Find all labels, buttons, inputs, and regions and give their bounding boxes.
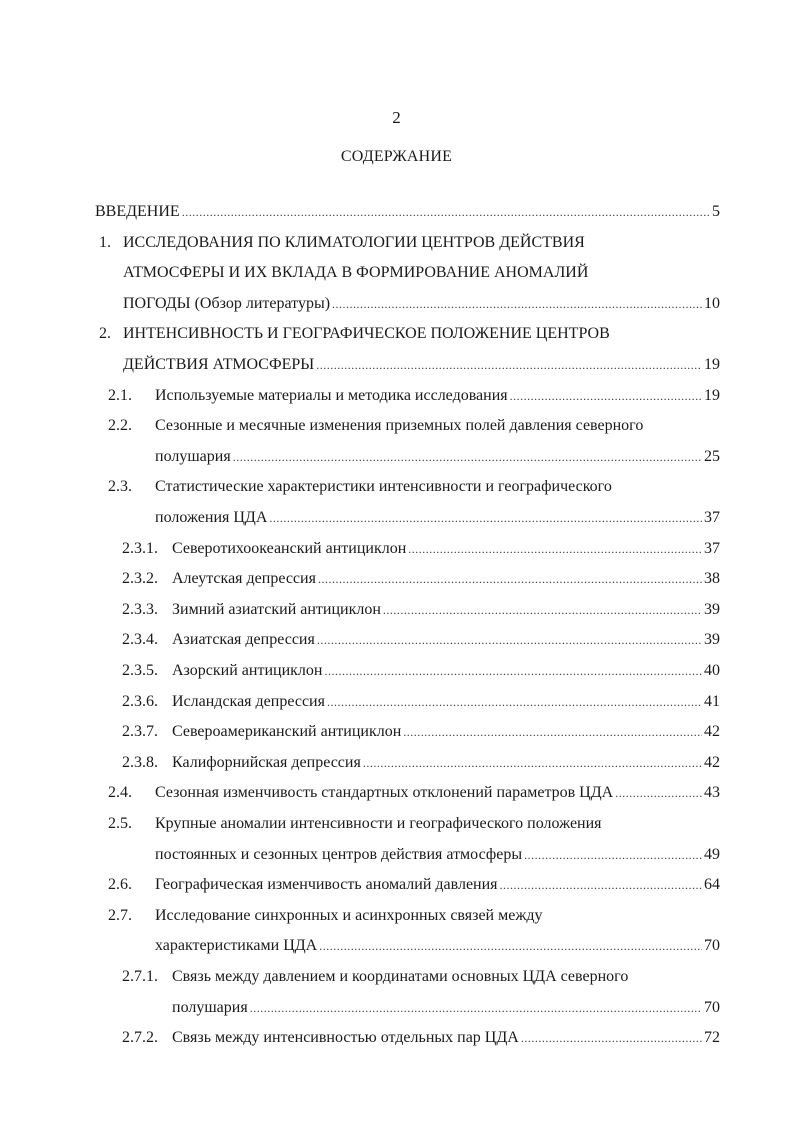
toc-entry-title: Алеутская депрессия: [172, 570, 316, 588]
toc-entry: [122, 628, 720, 652]
toc-entry-title: Крупные аномалии интенсивности и географического положения: [155, 815, 602, 832]
toc-title: СОДЕРЖАНИЕ: [340, 148, 453, 165]
toc-entry-page: 40: [704, 662, 720, 679]
toc-entry-number: 2.7.: [108, 906, 132, 924]
toc-entry-number: 2.3.7.: [122, 723, 158, 741]
toc-entry-title: постоянных и сезонных центров действия атмосферы: [155, 845, 523, 863]
toc-entry-page: 39: [704, 600, 720, 618]
toc-entry-page: 64: [704, 876, 720, 894]
dot-leader: [408, 537, 702, 561]
toc-entry-title: Исландская депрессия: [172, 692, 325, 710]
toc-entry: [122, 690, 720, 714]
dot-leader: [363, 751, 702, 775]
toc-entry: [123, 292, 720, 316]
toc-entry: [95, 200, 720, 224]
toc-entry: [172, 996, 720, 1020]
toc-entry-page: 42: [704, 723, 720, 741]
toc-entry-page: 10: [704, 294, 720, 312]
dot-leader: [316, 353, 702, 377]
toc-entry-number: 2.5.: [108, 815, 132, 832]
toc-entry-page: 39: [704, 631, 720, 649]
toc-entry-continuation: [122, 965, 629, 989]
toc-entry-page: 37: [704, 539, 720, 557]
toc-entry-title: ИНТЕНСИВНОСТЬ И ГЕОГРАФИЧЕСКОЕ ПОЛОЖЕНИЕ ЦЕНТРОВ: [123, 325, 610, 343]
toc-entry-page: 70: [704, 998, 720, 1016]
dot-leader: [318, 567, 702, 591]
toc-entry-number: 2.: [99, 325, 111, 343]
toc-entry: [122, 1026, 720, 1050]
toc-entry-continuation: [108, 414, 644, 438]
toc-entry: [155, 445, 720, 469]
toc-entry-number: 2.7.1.: [122, 968, 158, 985]
dot-leader: [332, 292, 702, 316]
toc-entry-title: Азиатская депрессия: [172, 631, 315, 649]
dot-leader: [269, 506, 702, 530]
toc-entry-title: Связь между давлением и координатами основных ЦДА северного: [172, 968, 629, 985]
toc-entry-title: Сезонные и месячные изменения приземных полей давления северного: [155, 417, 644, 435]
dot-leader: [182, 200, 710, 224]
dot-leader: [250, 996, 702, 1020]
toc-entry-number: 2.2.: [108, 417, 132, 435]
toc-entry-title: АТМОСФЕРЫ И ИХ ВКЛАДА В ФОРМИРОВАНИЕ АНОМАЛИЙ: [123, 264, 589, 282]
toc-entry-continuation: [108, 475, 612, 499]
toc-entry-title: Североамериканский антициклон: [172, 723, 402, 741]
dot-leader: [319, 934, 702, 958]
toc-entry-title: Азорский антициклон: [172, 662, 323, 679]
toc-entry-title: Статистические характеристики интенсивности и географического: [155, 478, 612, 496]
toc-entry-number: 2.3.: [108, 478, 132, 496]
toc-entry-number: 2.3.6.: [122, 692, 158, 710]
toc-entry-title: Используемые материалы и методика исследования: [155, 386, 508, 404]
toc-entry: [122, 537, 720, 561]
toc-entry: [108, 781, 720, 805]
toc-entry-title: положения ЦДА: [155, 509, 268, 526]
toc-entry: [108, 384, 720, 408]
toc-entry: [122, 567, 720, 591]
toc-entry-page: 19: [704, 356, 720, 373]
toc-entry-title: Калифорнийская депрессия: [172, 753, 361, 771]
toc-entry-page: 41: [704, 692, 720, 710]
toc-entry-title: ВВЕДЕНИЕ: [95, 203, 180, 220]
toc-entry-page: 38: [704, 570, 720, 588]
toc-entry-number: 2.3.8.: [122, 753, 158, 771]
toc-entry-number: 2.1.: [108, 386, 132, 404]
toc-entry-page: 49: [704, 845, 720, 863]
toc-entry-page: 70: [704, 937, 720, 955]
toc-entry-title: Сезонная изменчивость стандартных отклонений параметров ЦДА: [155, 784, 614, 802]
toc-entry: [122, 659, 720, 683]
toc-entry-title: ПОГОДЫ (Обзор литературы): [123, 294, 331, 312]
toc-entry-number: 2.3.3.: [122, 600, 158, 618]
dot-leader: [327, 690, 702, 714]
toc-entry-continuation: [123, 261, 588, 285]
toc-entry-number: 2.3.1.: [122, 539, 158, 557]
toc-entry-title: ДЕЙСТВИЯ АТМОСФЕРЫ: [123, 356, 315, 373]
dot-leader: [615, 781, 702, 805]
toc-entry: [122, 720, 720, 744]
page-number: 2: [392, 108, 401, 127]
toc-entry-number: 1.: [99, 233, 111, 251]
toc-entry-title: ИССЛЕДОВАНИЯ ПО КЛИМАТОЛОГИИ ЦЕНТРОВ ДЕЙСТВИЯ: [123, 233, 585, 251]
toc-entry-page: 5: [712, 203, 720, 220]
dot-leader: [324, 659, 702, 683]
dot-leader: [500, 873, 702, 897]
toc-entry-title: полушария: [172, 998, 248, 1016]
toc-entry-page: 19: [704, 386, 720, 404]
toc-entry-title: Географическая изменчивость аномалий давления: [155, 876, 498, 894]
toc-entry-page: 43: [704, 784, 720, 802]
toc-entry-number: 2.3.4.: [122, 631, 158, 649]
toc-entry-page: 37: [704, 509, 720, 526]
dot-leader: [521, 1026, 702, 1050]
toc-entry-page: 25: [704, 447, 720, 465]
toc-entry: [155, 506, 720, 530]
toc-entry-title: Зимний азиатский антициклон: [172, 600, 381, 618]
dot-leader: [510, 384, 702, 408]
toc-entry: [108, 873, 720, 897]
toc-entry-title: полушария: [155, 447, 231, 465]
toc-entry-number: 2.4.: [108, 784, 132, 802]
toc-entry-page: 42: [704, 753, 720, 771]
dot-leader: [524, 843, 702, 867]
toc-entry-page: 72: [704, 1029, 720, 1047]
toc-entry: [155, 934, 720, 958]
dot-leader: [233, 445, 702, 469]
toc-entry-title: характеристиками ЦДА: [155, 937, 318, 955]
toc-entry: [122, 751, 720, 775]
toc-entry: [155, 843, 720, 867]
toc-entry-continuation: [99, 322, 610, 346]
toc-entry-title: Исследование синхронных и асинхронных связей между: [155, 906, 543, 924]
toc-entry-title: Северотихоокеанский антициклон: [172, 539, 407, 557]
dot-leader: [403, 720, 702, 744]
toc-entry: [122, 598, 720, 622]
toc-entry-continuation: [108, 812, 602, 836]
toc-entry-number: 2.3.5.: [122, 662, 158, 679]
toc-entry: [123, 353, 720, 377]
toc-entry-title: Связь между интенсивностью отдельных пар ЦДА: [172, 1029, 519, 1047]
toc-entry-continuation: [99, 231, 585, 255]
toc-entry-number: 2.3.2.: [122, 570, 158, 588]
dot-leader: [317, 628, 702, 652]
dot-leader: [383, 598, 702, 622]
toc-entry-number: 2.7.2.: [122, 1029, 158, 1047]
toc-entry-number: 2.6.: [108, 876, 132, 894]
toc-entry-continuation: [108, 904, 543, 928]
